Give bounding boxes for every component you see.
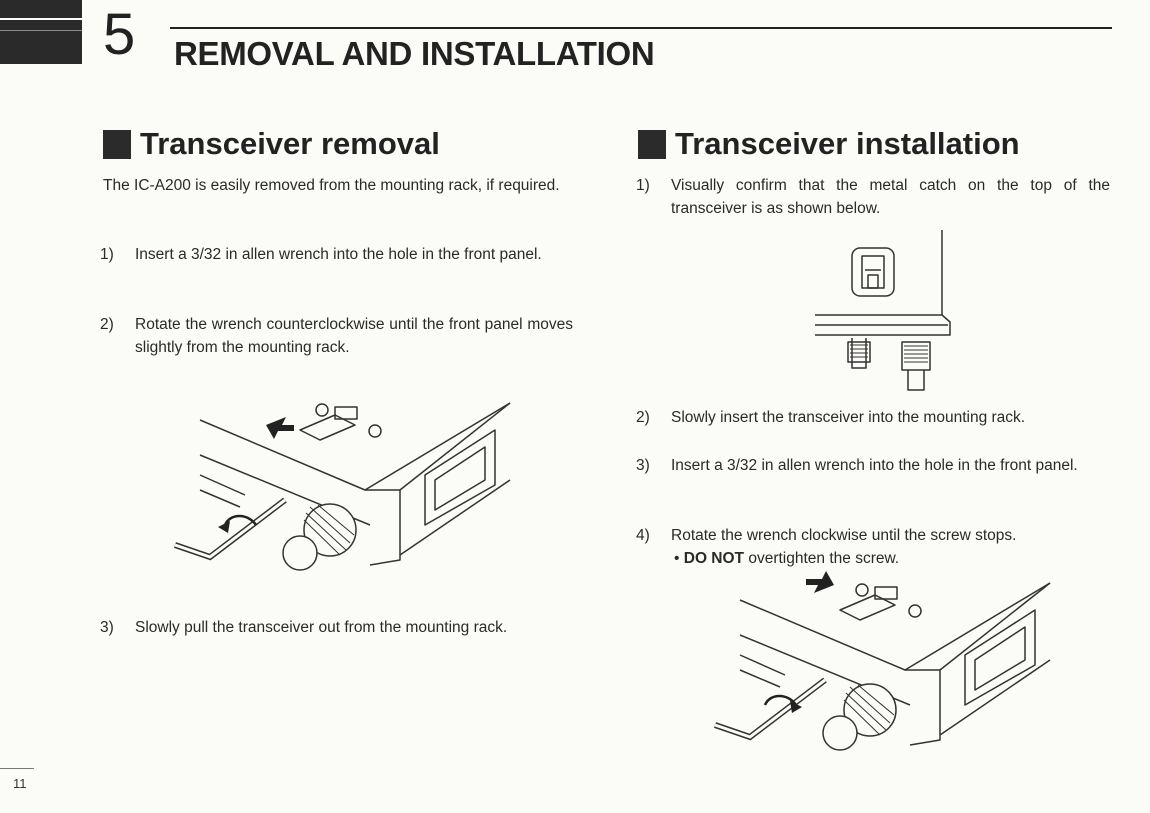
removal-intro: The IC-A200 is easily removed from the mounting rack, if required.: [103, 177, 560, 194]
note-text: overtighten the screw.: [744, 550, 900, 567]
installation-heading-text: Transceiver installation: [675, 126, 1020, 161]
removal-step-3: [100, 616, 573, 662]
step-text: Insert a 3/32 in allen wrench into the hole in the front panel.: [671, 457, 1078, 474]
installation-heading: [638, 125, 1020, 163]
step-text: Visually confirm that the metal catch on the top of the transceiver is as shown below.: [671, 177, 1110, 217]
step-text: Rotate the wrench counterclockwise until the front panel moves slightly from the mounting rack.: [135, 316, 573, 356]
removal-step-2: [100, 313, 573, 359]
chapter-tab-mark: [0, 0, 82, 64]
step-number: 2): [636, 409, 650, 426]
installation-step-2: [636, 406, 1110, 429]
step-text: Slowly insert the transceiver into the mounting rack.: [671, 409, 1026, 426]
push-arrow-icon: [806, 571, 834, 593]
step-text: Slowly pull the transceiver out from the mounting rack.: [135, 619, 508, 636]
header-rule: [170, 27, 1112, 29]
note-warning: DO NOT: [683, 550, 745, 567]
metal-catch-illustration: [810, 230, 955, 395]
step-number: 1): [100, 246, 114, 263]
installation-note: [674, 547, 899, 570]
step-number: 2): [100, 316, 114, 333]
chapter-number: 5: [103, 2, 136, 67]
page-number: 11: [13, 776, 27, 791]
heading-square-icon: [638, 130, 666, 159]
installation-step-1: [636, 174, 1110, 220]
pull-arrow-icon: [266, 417, 294, 439]
step-number: 3): [100, 619, 114, 636]
heading-square-icon: [103, 130, 131, 159]
installation-illustration: [710, 575, 1055, 765]
step-number: 4): [636, 527, 650, 544]
removal-heading: [103, 125, 440, 163]
page-rule: [0, 768, 34, 769]
removal-step-1: [100, 243, 573, 289]
step-text: Rotate the wrench clockwise until the screw stops.: [671, 527, 1017, 544]
chapter-title: REMOVAL AND INSTALLATION: [174, 35, 655, 72]
removal-heading-text: Transceiver removal: [140, 126, 440, 161]
installation-step-3: [636, 454, 1110, 500]
note-bullet: •: [674, 550, 680, 567]
removal-illustration: [170, 395, 515, 585]
step-text: Insert a 3/32 in allen wrench into the hole in the front panel.: [135, 246, 542, 263]
installation-step-4: [636, 524, 1110, 547]
step-number: 1): [636, 177, 650, 194]
step-number: 3): [636, 457, 650, 474]
